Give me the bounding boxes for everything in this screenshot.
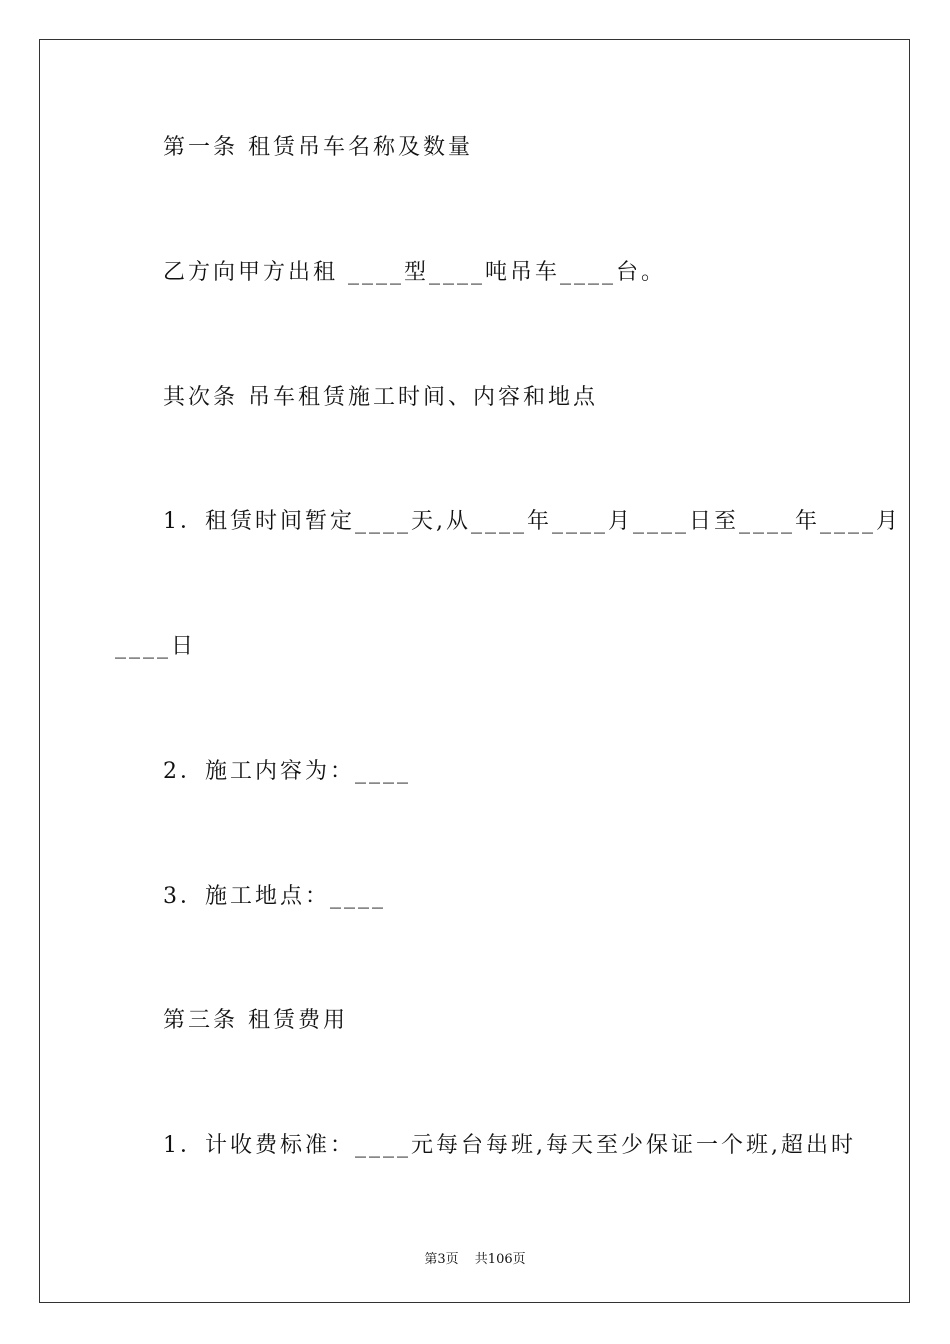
rental-period-continuation: ____日 (115, 634, 197, 659)
page-footer (0, 1248, 950, 1267)
page-number-total: 共106页 (474, 1252, 526, 1267)
article-3-heading: 第三条 租赁费用 (163, 1008, 348, 1033)
rental-period-line: 1．租赁时间暂定____天,从____年____月____日至____年____月 (163, 509, 901, 534)
article-1-heading: 第一条 租赁吊车名称及数量 (163, 135, 473, 160)
work-content-line: 2．施工内容为：____ (163, 759, 411, 784)
rental-quantity-line: 乙方向甲方出租 ____型____吨吊车____台。 (163, 260, 666, 285)
page-number-current: 第3页 (424, 1252, 459, 1267)
page-frame (39, 39, 910, 1303)
fee-standard-line: 1．计收费标准：____元每台每班,每天至少保证一个班,超出时 (163, 1133, 856, 1158)
work-location-line: 3．施工地点：____ (163, 884, 386, 909)
article-2-heading: 其次条 吊车租赁施工时间、内容和地点 (163, 385, 598, 410)
